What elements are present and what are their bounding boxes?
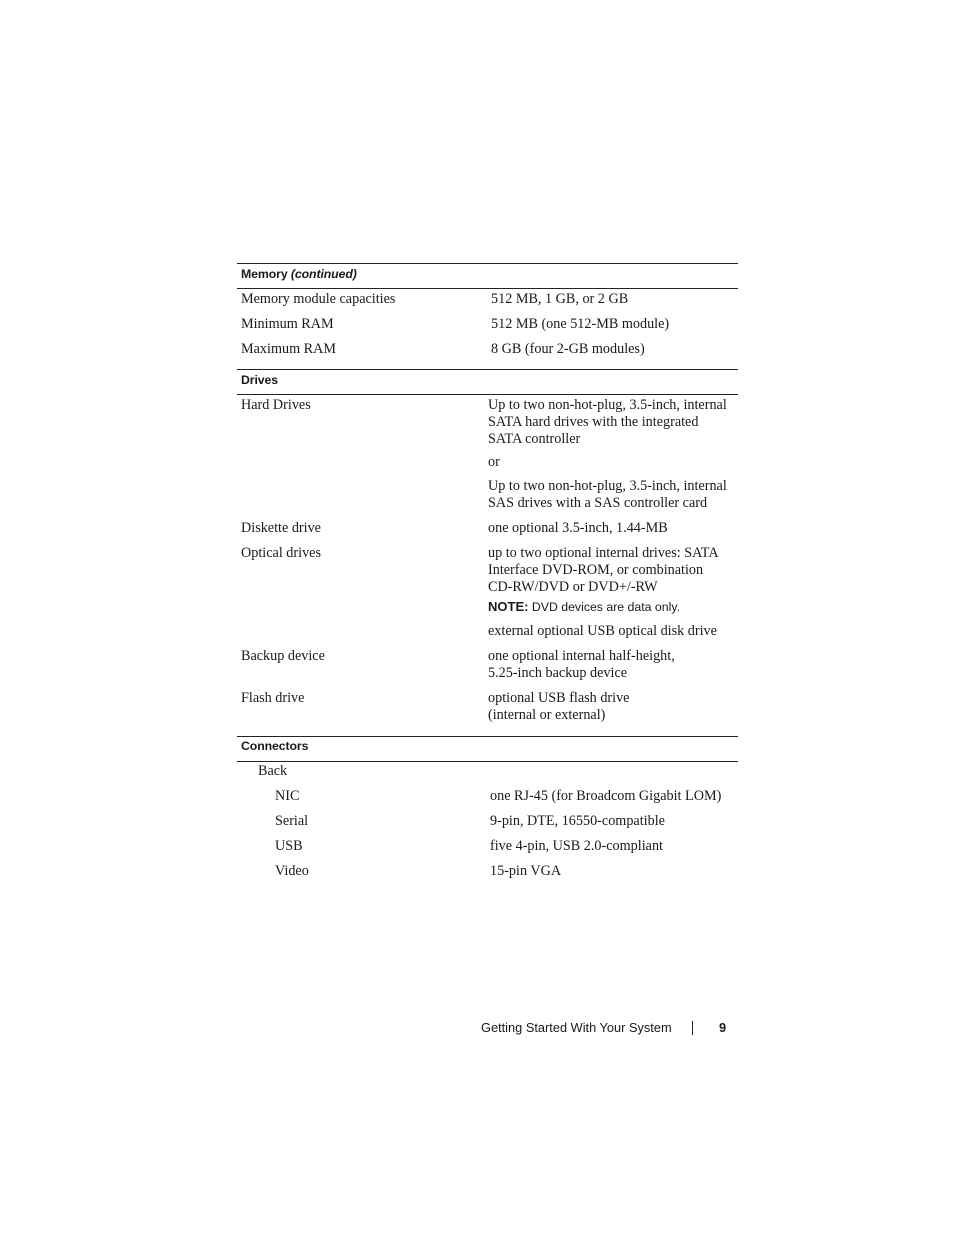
- flash-drive-line: optional USB flash drive: [488, 690, 630, 706]
- memory-row-label: Memory module capacities: [241, 291, 396, 307]
- diskette-drive-label: Diskette drive: [241, 520, 321, 536]
- memory-row-value: 512 MB (one 512-MB module): [491, 316, 670, 332]
- optical-drives-label: Optical drives: [241, 545, 321, 561]
- connector-value: 9-pin, DTE, 16550-compatible: [490, 813, 665, 829]
- optical-external-value: external optional USB optical disk drive: [488, 623, 717, 639]
- connectors-bottom-rule: [237, 761, 738, 762]
- optical-drives-line: up to two optional internal drives: SATA: [488, 545, 719, 561]
- hard-drives-line: SATA hard drives with the integrated: [488, 414, 699, 430]
- backup-device-line: one optional internal half-height,: [488, 648, 675, 664]
- connector-value: one RJ-45 (for Broadcom Gigabit LOM): [490, 788, 722, 804]
- hard-drives-label: Hard Drives: [241, 397, 311, 413]
- connector-value: 15-pin VGA: [490, 863, 562, 879]
- connector-label: Video: [275, 863, 309, 879]
- connector-label: NIC: [275, 788, 300, 804]
- hard-drives-line: SAS drives with a SAS controller card: [488, 495, 708, 511]
- note-label: NOTE:: [488, 599, 529, 614]
- memory-bottom-rule: [237, 288, 738, 289]
- optical-note: [488, 599, 680, 615]
- drives-heading: Drives: [241, 373, 278, 387]
- diskette-drive-value: one optional 3.5-inch, 1.44-MB: [488, 520, 668, 536]
- page-number: 9: [719, 1020, 727, 1035]
- memory-title: Memory: [241, 267, 288, 281]
- flash-drive-line: (internal or external): [488, 707, 606, 723]
- drives-top-rule: [237, 369, 738, 370]
- memory-row-label: Maximum RAM: [241, 341, 336, 357]
- connectors-group-back: Back: [258, 763, 288, 779]
- memory-heading: [241, 267, 357, 282]
- optical-drives-line: Interface DVD-ROM, or combination: [488, 562, 704, 578]
- memory-row-value: 8 GB (four 2-GB modules): [491, 341, 645, 357]
- optical-drives-line: CD-RW/DVD or DVD+/-RW: [488, 579, 658, 595]
- footer-separator: [692, 1021, 693, 1035]
- connectors-top-rule: [237, 736, 738, 737]
- connectors-heading: Connectors: [241, 739, 309, 753]
- hard-drives-or: or: [488, 454, 500, 470]
- connector-value: five 4-pin, USB 2.0-compliant: [490, 838, 663, 854]
- backup-device-label: Backup device: [241, 648, 325, 664]
- hard-drives-line: Up to two non-hot-plug, 3.5-inch, internal: [488, 478, 727, 494]
- memory-top-rule: [237, 263, 738, 264]
- footer-title: Getting Started With Your System: [481, 1020, 672, 1035]
- backup-device-line: 5.25-inch backup device: [488, 665, 628, 681]
- hard-drives-line: SATA controller: [488, 431, 581, 447]
- hard-drives-line: Up to two non-hot-plug, 3.5-inch, internal: [488, 397, 727, 413]
- memory-title-suffix: (continued): [290, 267, 357, 281]
- connector-label: Serial: [275, 813, 309, 829]
- memory-row-value: 512 MB, 1 GB, or 2 GB: [491, 291, 629, 307]
- connector-label: USB: [275, 838, 303, 854]
- flash-drive-label: Flash drive: [241, 690, 305, 706]
- memory-row-label: Minimum RAM: [241, 316, 334, 332]
- drives-bottom-rule: [237, 394, 738, 395]
- note-text: DVD devices are data only.: [531, 600, 680, 614]
